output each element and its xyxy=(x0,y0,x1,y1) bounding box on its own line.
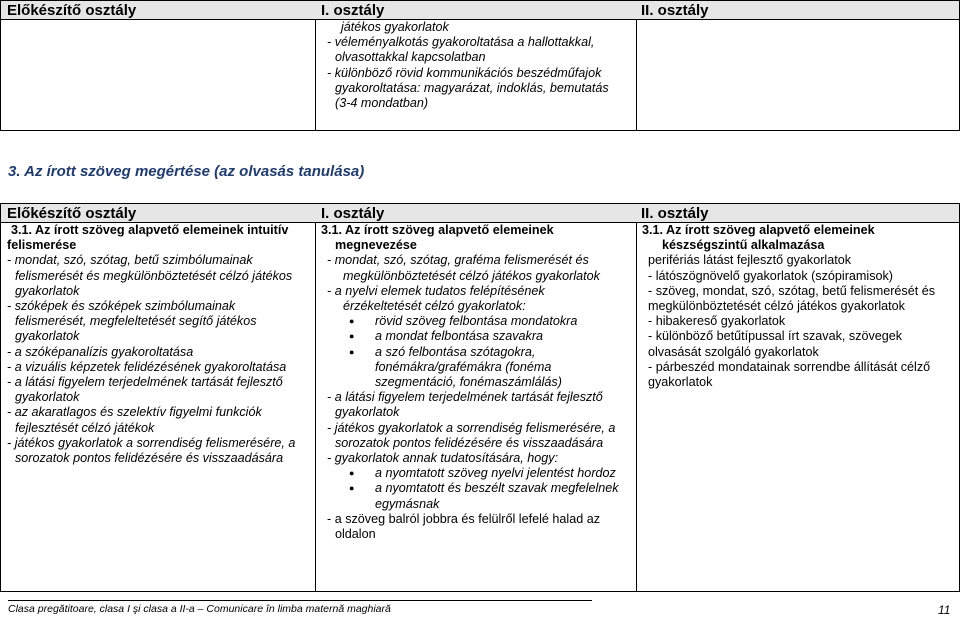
col3-line: perifériás látást fejlesztő gyakorlatok xyxy=(648,253,851,268)
col2-bullet-cont: szegmentáció, fonémaszámlálás) xyxy=(375,375,562,390)
page-number: 11 xyxy=(938,603,951,617)
col2-bullet: ● rövid szöveg felbontása mondatokra xyxy=(327,314,619,329)
header-col3: II. osztály xyxy=(641,205,709,222)
col2-line: megkülönböztetését célzó játékos gyakorlatok xyxy=(343,268,600,283)
col3-line: - hibakereső gyakorlatok xyxy=(648,314,786,329)
col3-cell xyxy=(642,223,935,390)
col2-line: oldalon xyxy=(335,527,376,542)
header-col3: II. osztály xyxy=(641,2,709,19)
header-col2: I. osztály xyxy=(321,205,385,222)
top-line: - véleményalkotás gyakoroltatása a hallottakkal, xyxy=(327,35,595,50)
col1-line: felismerését, megfeleltetését segítő játékos xyxy=(15,314,257,329)
col3-line: - szöveg, mondat, szó, szótag, betű felismerését és xyxy=(648,283,935,298)
header-col1: Előkészítő osztály xyxy=(7,2,137,19)
top-line: - különböző rövid kommunikációs beszédműfajok xyxy=(327,65,602,80)
top-line: gyakoroltatása: magyarázat, indoklás, bemutatás xyxy=(335,80,609,95)
col2-bullet: ● a szó felbontása szótagokra, xyxy=(327,345,619,360)
col2-line: - a nyelvi elemek tudatos felépítésének xyxy=(327,283,545,298)
col2-bullet-cont: egymásnak xyxy=(375,496,440,511)
col1-line: - a szóképanalízis gyakoroltatása xyxy=(7,344,194,359)
col1-line: - a látási figyelem terjedelmének tartását fejlesztő xyxy=(7,375,283,390)
col2-bullet: ● a nyomtatott szöveg nyelvi jelentést hordoz xyxy=(327,466,619,481)
col3-line: gyakorlatok xyxy=(648,375,713,390)
col1-line: - mondat, szó, szótag, betű szimbólumainak xyxy=(7,253,253,268)
col3-line: - látószögnövelő gyakorlatok (szópiramisok) xyxy=(648,268,893,283)
col3-line: olvasását szolgáló gyakorlatok xyxy=(648,344,819,359)
top-header-row xyxy=(0,0,960,20)
col1-line: felismerését és megkülönböztetését célzó játékos xyxy=(15,268,293,283)
col1-line: - szóképek és szóképek szimbólumainak xyxy=(7,299,236,314)
top-block-text xyxy=(327,20,609,111)
col3-line: - párbeszéd mondatainak sorrendbe állítását célző xyxy=(648,359,931,374)
main-header-row xyxy=(0,203,960,223)
footer-rule xyxy=(8,600,592,601)
footer-text: Clasa pregătitoare, clasa I şi clasa a II-a – Comunicare în limba maternă maghiară xyxy=(8,603,391,615)
section-title: 3. Az írott szöveg megértése (az olvasás tanulása) xyxy=(8,163,365,180)
col3-heading: készségszintű alkalmazása xyxy=(662,238,825,253)
col2-line: gyakorlatok xyxy=(335,405,400,420)
col2-cell xyxy=(321,223,619,542)
top-line: (3-4 mondatban) xyxy=(335,96,429,111)
col2-bullet: ● a mondat felbontása szavakra xyxy=(327,329,619,344)
col1-line: gyakorlatok xyxy=(15,390,80,405)
main-table xyxy=(0,223,960,592)
col2-line: sorozatok pontos felidézésére és visszaadására xyxy=(335,435,604,450)
col1-line: - játékos gyakorlatok a sorrendiség felismerésére, a xyxy=(7,435,296,450)
col3-line: megkülönböztetését célzó játékos gyakorlatok xyxy=(648,299,905,314)
col2-line: - a látási figyelem terjedelmének tartását fejlesztő xyxy=(327,390,603,405)
col1-line: sorozatok pontos felidézésére és visszaadására xyxy=(15,451,284,466)
col2-heading: 3.1. Az írott szöveg alapvető elemeinek xyxy=(321,223,554,237)
col1-line: - az akaratlagos és szelektív figyelmi funkciók xyxy=(7,405,262,420)
col2-heading: megnevezése xyxy=(335,238,417,253)
top-line: játékos gyakorlatok xyxy=(341,20,449,34)
col2-line: - gyakorlatok annak tudatosítására, hogy: xyxy=(327,451,559,466)
col2-line: érzékeltetését célzó gyakorlatok: xyxy=(343,299,526,314)
col2-line: - mondat, szó, szótag, graféma felismerését és xyxy=(327,253,589,268)
top-table xyxy=(0,20,960,131)
col2-line: - a szöveg balról jobbra és felülről lefelé halad az xyxy=(327,511,601,526)
col1-heading: 3.1. Az írott szöveg alapvető elemeinek intuitív xyxy=(11,223,289,237)
col2-bullet-cont: fonémákra/grafémákra (fonéma xyxy=(375,359,552,374)
col1-line: fejlesztését célzó játékok xyxy=(15,420,155,435)
col1-line: gyakorlatok xyxy=(15,329,80,344)
col1-line: - a vizuális képzetek felidézésének gyakoroltatása xyxy=(7,359,287,374)
col1-line: gyakorlatok xyxy=(15,283,80,298)
header-col2: I. osztály xyxy=(321,2,385,19)
header-col1: Előkészítő osztály xyxy=(7,205,137,222)
col1-cell xyxy=(7,223,295,466)
top-line: olvasottakkal kapcsolatban xyxy=(335,50,486,65)
col3-heading: 3.1. Az írott szöveg alapvető elemeinek xyxy=(642,223,875,237)
col1-heading: felismerése xyxy=(7,238,77,253)
col2-line: - játékos gyakorlatok a sorrendiség felismerésére, a xyxy=(327,420,616,435)
col2-bullet: ● a nyomtatott és beszélt szavak megfelelnek xyxy=(327,481,619,496)
col3-line: - különböző betűtípussal írt szavak, szövegek xyxy=(648,329,903,344)
